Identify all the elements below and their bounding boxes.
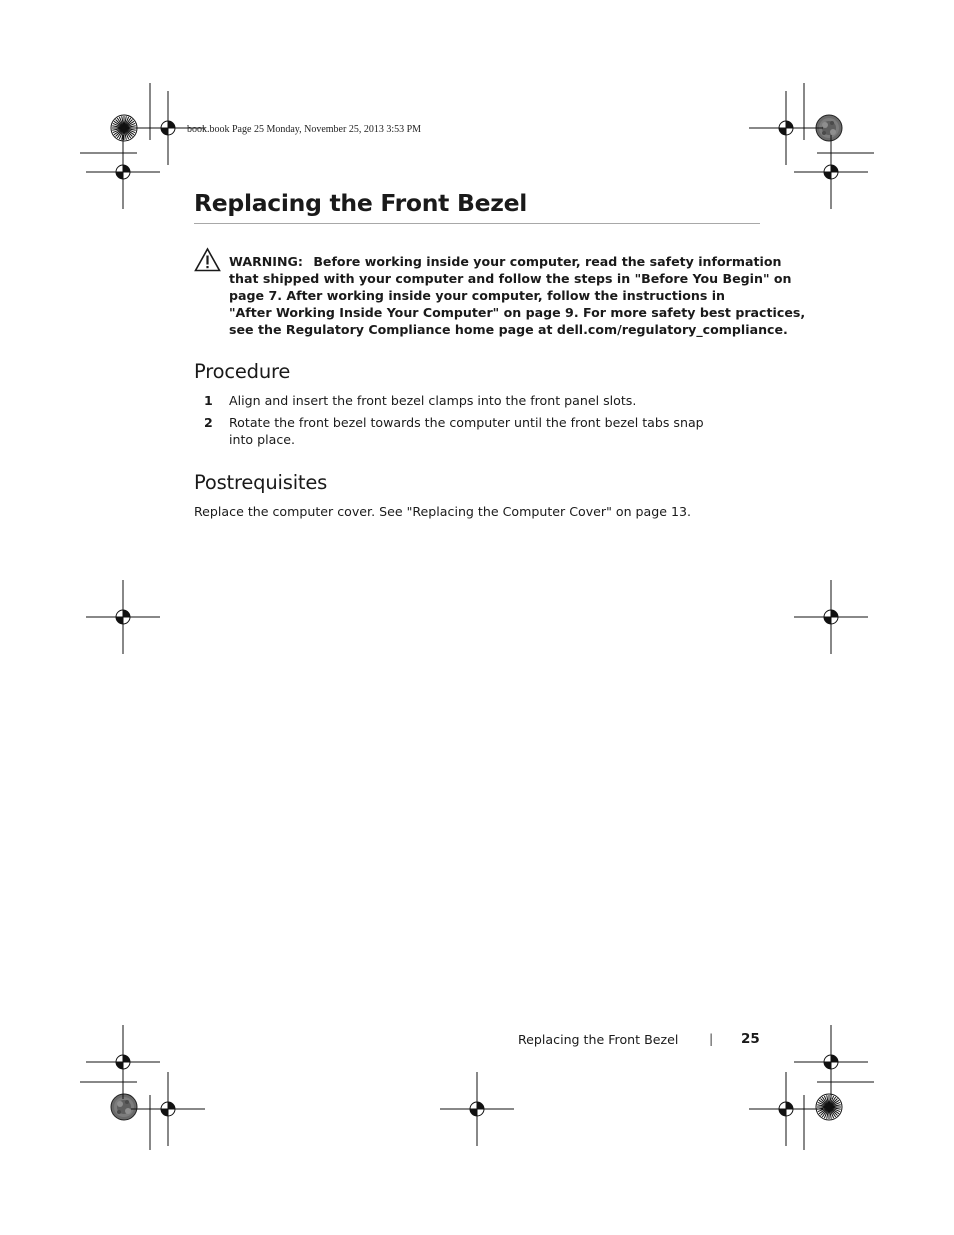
step-number: 2 xyxy=(204,415,213,430)
step-text: into place. xyxy=(229,432,296,447)
page-number: 25 xyxy=(741,1031,760,1047)
warning-label: WARNING: xyxy=(229,254,303,269)
warning-line: "After Working Inside Your Computer" on page 9. For more safety best practices, xyxy=(229,305,806,320)
print-slug: book.book Page 25 Monday, November 25, 2013 3:53 PM xyxy=(187,124,422,135)
step-text: Rotate the front bezel towards the computer until the front bezel tabs snap xyxy=(229,415,704,430)
warning-line: Before working inside your computer, read the safety information xyxy=(313,254,782,269)
warning-line: that shipped with your computer and follow the steps in "Before You Begin" on xyxy=(229,271,792,286)
procedure-step xyxy=(194,392,734,409)
procedure-steps xyxy=(194,392,734,453)
step-number: 1 xyxy=(204,393,213,408)
step-text: Align and insert the front bezel clamps into the front panel slots. xyxy=(229,393,637,408)
title-rule xyxy=(194,223,760,224)
warning-notice xyxy=(229,253,806,338)
footer-separator: | xyxy=(709,1031,714,1046)
footer-chapter-title: Replacing the Front Bezel xyxy=(518,1032,679,1047)
postrequisites-heading: Postrequisites xyxy=(194,471,328,494)
page-title: Replacing the Front Bezel xyxy=(194,189,528,217)
warning-line: see the Regulatory Compliance home page at dell.com/regulatory_compliance. xyxy=(229,322,788,337)
procedure-heading: Procedure xyxy=(194,360,291,383)
warning-line: page 7. After working inside your computer, follow the instructions in xyxy=(229,288,725,303)
warning-triangle-icon xyxy=(194,247,221,272)
postrequisites-text: Replace the computer cover. See "Replacing the Computer Cover" on page 13. xyxy=(194,504,692,519)
procedure-step xyxy=(194,414,734,448)
